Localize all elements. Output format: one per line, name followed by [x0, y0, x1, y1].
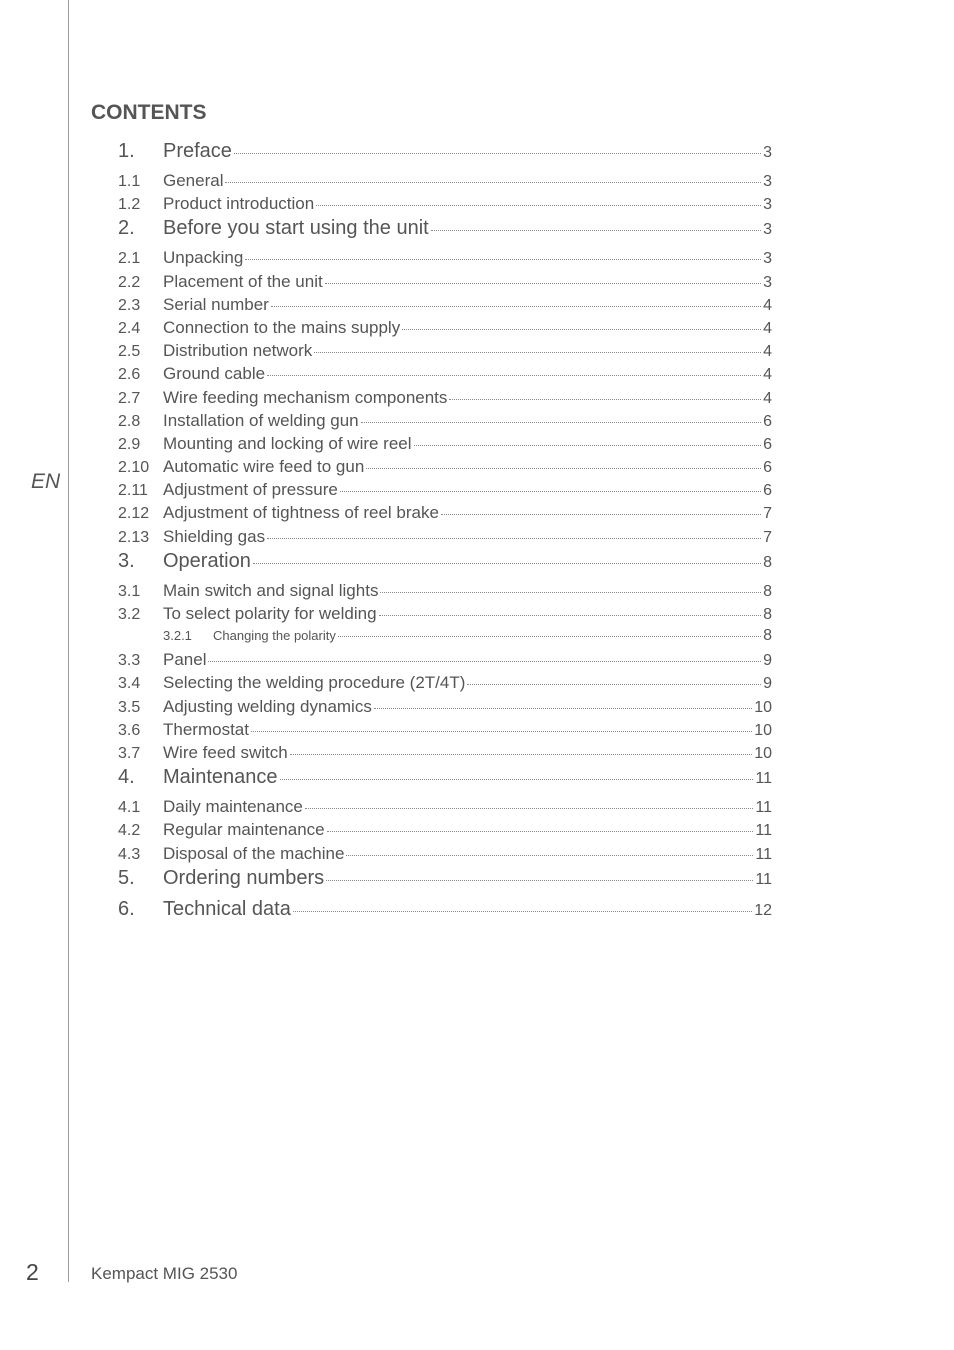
- toc-entry-page: 8: [763, 606, 772, 623]
- toc-entry[interactable]: [118, 766, 772, 797]
- toc-entry-number: 2.8: [118, 412, 141, 430]
- toc-entry-number: 3.2.1: [163, 628, 192, 644]
- toc-entry-number: 2.11: [118, 482, 148, 500]
- toc-entry-page: 3: [763, 250, 772, 268]
- footer-product-name: Kempact MIG 2530: [91, 1264, 238, 1283]
- toc-entry[interactable]: [118, 388, 772, 411]
- toc-entry-page: 4: [763, 296, 772, 314]
- toc-entry-number: 2.4: [118, 319, 141, 337]
- toc-dot-leader: [402, 329, 761, 330]
- toc-entry[interactable]: [118, 480, 772, 503]
- toc-entry[interactable]: [118, 867, 772, 898]
- toc-entry-page: 3: [763, 273, 772, 291]
- toc-entry-page: 12: [754, 901, 772, 919]
- toc-entry-title: Changing the polarity: [213, 628, 336, 644]
- toc-entry[interactable]: [118, 844, 772, 867]
- toc-entry-page: 10: [754, 698, 772, 716]
- toc-dot-leader: [449, 399, 761, 400]
- toc-entry-title: Daily maintenance: [163, 797, 303, 817]
- toc-dot-leader: [327, 831, 754, 832]
- toc-entry[interactable]: [118, 411, 772, 434]
- toc-entry-title: Mounting and locking of wire reel: [163, 433, 412, 453]
- toc-entry-title: Panel: [163, 650, 207, 670]
- toc-entry-page: 4: [763, 389, 772, 407]
- toc-entry-title: Product introduction: [163, 194, 315, 214]
- toc-entry-page: 11: [755, 822, 772, 840]
- toc-entry-title: Adjusting welding dynamics: [163, 696, 372, 716]
- toc-entry[interactable]: [118, 627, 772, 650]
- toc-entry-page: 10: [754, 721, 772, 739]
- toc-entry[interactable]: [118, 341, 772, 364]
- toc-entry-page: 6: [763, 459, 772, 477]
- toc-entry-title: Placement of the unit: [163, 271, 323, 291]
- toc-entry-page: 3: [763, 196, 772, 214]
- toc-entry[interactable]: [118, 797, 772, 820]
- toc-entry-title: Technical data: [163, 897, 291, 920]
- toc-dot-leader: [234, 153, 761, 154]
- toc-entry[interactable]: [118, 673, 772, 696]
- toc-entry-number: 2.2: [118, 273, 141, 291]
- toc-dot-leader: [251, 731, 752, 732]
- toc-entry-number: 4.1: [118, 799, 141, 817]
- toc-entry-page: 8: [763, 582, 772, 600]
- toc-entry-number: 1.2: [118, 196, 141, 214]
- toc-entry-title: Automatic wire feed to gun: [163, 457, 365, 477]
- toc-entry-number: 3.6: [118, 721, 141, 739]
- toc-entry[interactable]: [118, 720, 772, 743]
- toc-entry-title: Adjustment of tightness of reel brake: [163, 503, 439, 523]
- toc-entry-number: 2.13: [118, 528, 150, 546]
- toc-entry-number: 3.2: [118, 606, 141, 623]
- toc-entry[interactable]: [118, 140, 772, 171]
- toc-entry[interactable]: [118, 171, 772, 194]
- toc-entry-page: 3: [763, 173, 772, 190]
- toc-entry-number: 2.12: [118, 505, 150, 523]
- toc-entry-title: Serial number: [163, 294, 269, 314]
- toc-entry-title: Installation of welding gun: [163, 410, 359, 430]
- toc-entry-number: 2.3: [118, 296, 141, 314]
- toc-entry[interactable]: [118, 820, 772, 843]
- toc-dot-leader: [441, 514, 761, 515]
- toc-entry-number: 2.9: [118, 435, 141, 453]
- toc-entry-title: Disposal of the machine: [163, 843, 345, 863]
- toc-dot-leader: [225, 182, 761, 183]
- toc-entry-page: 10: [754, 744, 772, 762]
- toc-dot-leader: [267, 375, 761, 376]
- toc-entry-page: 11: [755, 845, 772, 863]
- toc-entry-page: 9: [763, 652, 772, 670]
- toc-entry-page: 3: [763, 144, 772, 161]
- toc-entry-number: 4.2: [118, 822, 141, 840]
- toc-entry[interactable]: [118, 318, 772, 341]
- toc-dot-leader: [467, 684, 761, 685]
- toc-entry-title: Preface: [163, 140, 232, 162]
- toc-entry-number: 3.4: [118, 675, 141, 693]
- toc-dot-leader: [340, 491, 761, 492]
- contents-heading: CONTENTS: [91, 101, 207, 124]
- toc-entry[interactable]: [118, 898, 772, 929]
- toc-entry-title: Maintenance: [163, 766, 278, 789]
- toc-entry[interactable]: [118, 650, 772, 673]
- toc-entry-title: Shielding gas: [163, 526, 266, 546]
- margin-rule: [68, 0, 69, 1282]
- toc-entry-title: Before you start using the unit: [163, 217, 429, 240]
- toc-entry[interactable]: [118, 434, 772, 457]
- toc-entry-title: Wire feed switch: [163, 742, 288, 762]
- toc-entry-number: 2.10: [118, 459, 150, 477]
- toc-entry-page: 7: [763, 505, 772, 523]
- toc-dot-leader: [305, 808, 754, 809]
- toc-entry-title: Regular maintenance: [163, 820, 325, 840]
- toc-entry[interactable]: [118, 503, 772, 526]
- toc-entry-number: 4.: [118, 766, 135, 789]
- toc-entry-page: 11: [755, 799, 772, 817]
- toc-dot-leader: [316, 205, 761, 206]
- toc-entry[interactable]: [118, 581, 772, 604]
- toc-entry-page: 4: [763, 366, 772, 384]
- toc-entry-number: 3.5: [118, 698, 141, 716]
- toc-entry-page: 4: [763, 319, 772, 337]
- toc-dot-leader: [379, 615, 762, 616]
- toc-dot-leader: [346, 855, 753, 856]
- toc-entry[interactable]: [118, 295, 772, 318]
- toc-entry[interactable]: [118, 248, 772, 271]
- toc-entry-title: Operation: [163, 549, 251, 572]
- toc-entry-number: 3.1: [118, 582, 141, 600]
- toc-entry-page: 6: [763, 435, 772, 453]
- toc-entry[interactable]: [118, 364, 772, 387]
- toc-entry-page: 4: [763, 343, 772, 361]
- toc-entry-number: 2.7: [118, 389, 141, 407]
- toc-entry[interactable]: [118, 272, 772, 295]
- toc-dot-leader: [326, 880, 753, 881]
- toc-entry-page: 6: [763, 482, 772, 500]
- toc-dot-leader: [366, 468, 761, 469]
- toc-dot-leader: [374, 708, 752, 709]
- toc-entry[interactable]: [118, 457, 772, 480]
- toc-entry[interactable]: [118, 550, 772, 581]
- toc-entry[interactable]: [118, 697, 772, 720]
- toc-entry-page: 3: [763, 221, 772, 239]
- toc-entry-title: Ground cable: [163, 364, 266, 384]
- toc-entry[interactable]: [118, 217, 772, 248]
- toc-dot-leader: [414, 445, 762, 446]
- toc-entry-title: Selecting the welding procedure (2T/4T): [163, 673, 466, 693]
- toc-entry-number: 2.6: [118, 366, 141, 384]
- toc-entry-title: Thermostat: [163, 719, 249, 739]
- toc-entry-number: 5.: [118, 866, 135, 889]
- toc-dot-leader: [293, 911, 752, 912]
- toc-entry-number: 6.: [118, 897, 135, 920]
- toc-dot-leader: [280, 779, 754, 780]
- toc-dot-leader: [325, 283, 761, 284]
- toc-entry[interactable]: [118, 527, 772, 550]
- toc-dot-leader: [253, 563, 761, 564]
- toc-dot-leader: [380, 592, 761, 593]
- toc-dot-leader: [267, 538, 761, 539]
- toc-entry-page: 11: [755, 770, 772, 788]
- toc-entry-page: 8: [763, 627, 772, 645]
- toc-entry-number: 3.: [118, 549, 135, 572]
- toc-entry[interactable]: [118, 604, 772, 627]
- toc-entry-page: 7: [763, 528, 772, 546]
- toc-entry-title: Connection to the mains supply: [163, 317, 401, 337]
- toc-entry-page: 6: [763, 412, 772, 430]
- toc-entry-title: Unpacking: [163, 248, 244, 268]
- toc-entry-number: 2.: [118, 217, 135, 240]
- language-tag: EN: [31, 470, 61, 493]
- toc-entry-title: To select polarity for welding: [163, 604, 377, 623]
- toc-entry-page: 8: [763, 553, 772, 571]
- toc-dot-leader: [290, 754, 753, 755]
- toc-entry[interactable]: [118, 743, 772, 766]
- toc-dot-leader: [361, 422, 761, 423]
- toc-dot-leader: [271, 306, 761, 307]
- toc-entry-number: 3.7: [118, 744, 141, 762]
- toc-dot-leader: [431, 230, 761, 231]
- toc-entry-number: 2.1: [118, 250, 141, 268]
- toc-entry-number: 1.1: [118, 173, 141, 190]
- toc-entry-title: Main switch and signal lights: [163, 580, 379, 600]
- toc-entry-title: General: [163, 171, 224, 190]
- toc-entry-number: 2.5: [118, 343, 141, 361]
- toc-entry-title: Distribution network: [163, 341, 313, 361]
- toc-entry-title: Wire feeding mechanism components: [163, 387, 448, 407]
- toc-entry[interactable]: [118, 194, 772, 217]
- toc-entry-number: 4.3: [118, 845, 141, 863]
- page-number: 2: [26, 1259, 39, 1285]
- toc-entry-number: 1.: [118, 140, 135, 162]
- toc-entry-page: 9: [763, 675, 772, 693]
- toc-entry-number: 3.3: [118, 652, 141, 670]
- table-of-contents: [118, 140, 772, 929]
- toc-dot-leader: [208, 661, 761, 662]
- toc-entry-title: Ordering numbers: [163, 866, 325, 889]
- toc-entry-page: 11: [755, 870, 772, 888]
- toc-dot-leader: [245, 259, 761, 260]
- toc-dot-leader: [314, 352, 761, 353]
- toc-dot-leader: [338, 636, 761, 637]
- toc-entry-title: Adjustment of pressure: [163, 480, 338, 500]
